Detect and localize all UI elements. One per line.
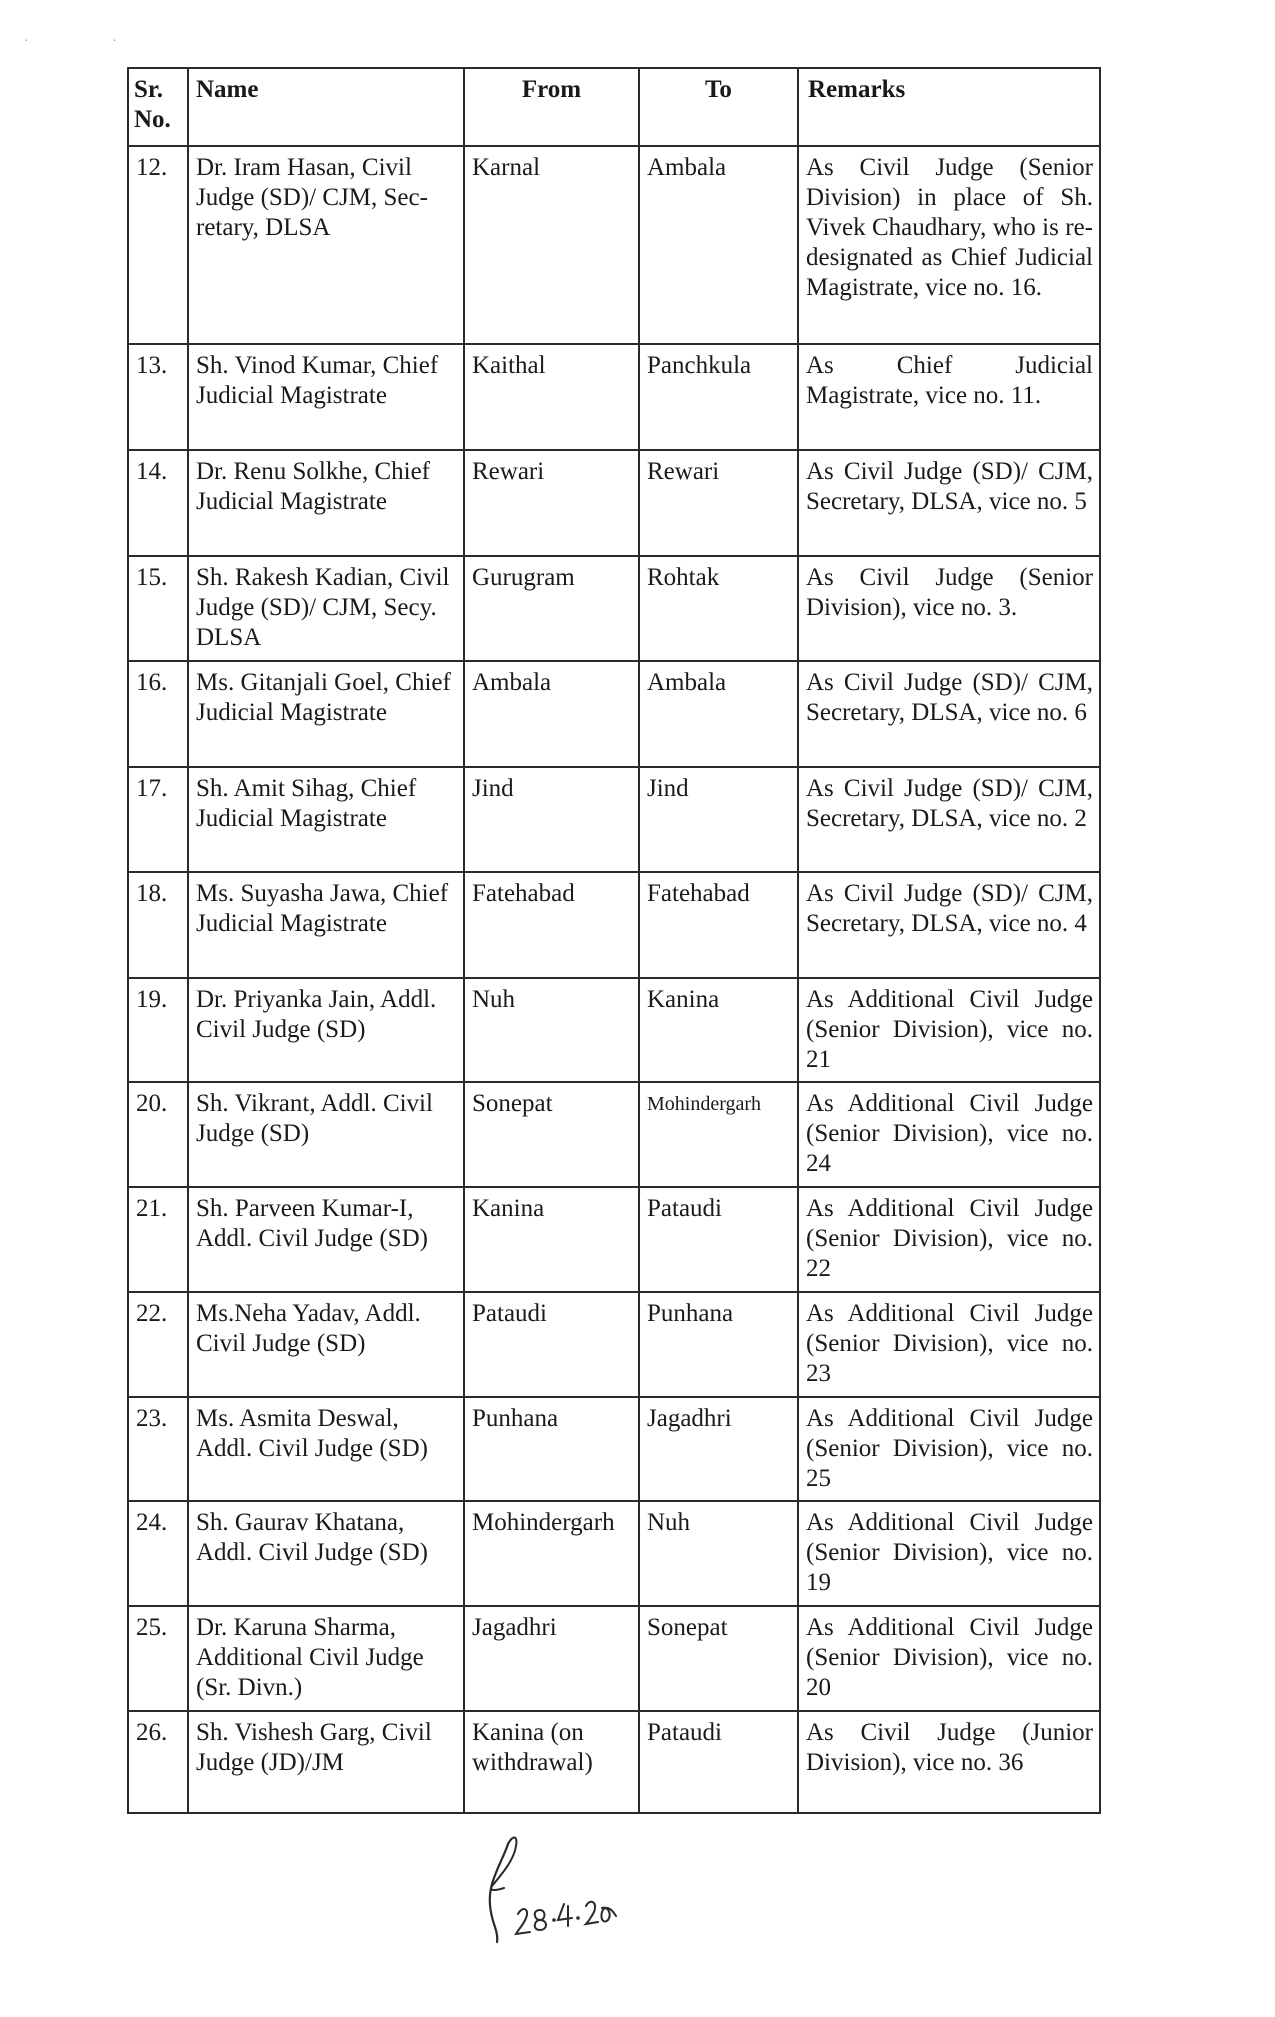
cell-to: Punhana xyxy=(639,1292,798,1397)
cell-from: Sonepat xyxy=(464,1082,639,1187)
header-sr-no: Sr. No. xyxy=(128,68,188,146)
cell-sr: 13. xyxy=(128,344,188,450)
cell-remarks: As Civil Judge (SD)/ CJM, Secretary, DLSA, vice no. 2 xyxy=(798,767,1100,872)
cell-to: Ambala xyxy=(639,146,798,344)
cell-sr: 25. xyxy=(128,1606,188,1711)
cell-name: Sh. Vinod Kumar, Chief Judicial Magistrate xyxy=(188,344,464,450)
cell-from: Karnal xyxy=(464,146,639,344)
cell-sr: 24. xyxy=(128,1501,188,1606)
cell-name: Dr. Priyanka Jain, Addl. Civil Judge (SD) xyxy=(188,978,464,1082)
cell-to: Nuh xyxy=(639,1501,798,1606)
cell-to: Fatehabad xyxy=(639,872,798,978)
cell-name: Sh. Vikrant, Addl. Civil Judge (SD) xyxy=(188,1082,464,1187)
cell-to: Kanina xyxy=(639,978,798,1082)
signature-dot xyxy=(552,1918,556,1922)
header-from: From xyxy=(464,68,639,146)
cell-name: Sh. Amit Sihag, Chief Judicial Magistrate xyxy=(188,767,464,872)
cell-from: Rewari xyxy=(464,450,639,556)
cell-to: Rohtak xyxy=(639,556,798,661)
cell-remarks: As Additional Civil Judge (Senior Division), vice no. 22 xyxy=(798,1187,1100,1292)
cell-name: Ms. Asmita Deswal, Addl. Civil Judge (SD) xyxy=(188,1397,464,1501)
scan-specks: · · xyxy=(24,34,157,49)
table-row xyxy=(128,146,1100,344)
cell-name: Dr. Iram Hasan, Civil Judge (SD)/ CJM, Sec-retary, DLSA xyxy=(188,146,464,344)
cell-remarks: As Additional Civil Judge (Senior Division), vice no. 20 xyxy=(798,1606,1100,1711)
handwritten-signature xyxy=(478,1826,668,1946)
cell-sr: 23. xyxy=(128,1397,188,1501)
header-remarks: Remarks xyxy=(798,68,1100,146)
cell-to: Sonepat xyxy=(639,1606,798,1711)
table-row xyxy=(128,344,1100,450)
cell-remarks: As Civil Judge (Junior Division), vice no. 36 xyxy=(798,1711,1100,1813)
cell-from: Ambala xyxy=(464,661,639,767)
cell-to: Ambala xyxy=(639,661,798,767)
cell-remarks: As Civil Judge (Senior Division) in place of Sh. Vivek Chaudhary, who is re-designated as Chief Judicial Magistrate, vice no. 16. xyxy=(798,146,1100,344)
table-row xyxy=(128,450,1100,556)
signature-stroke xyxy=(490,1844,508,1942)
cell-to: Pataudi xyxy=(639,1711,798,1813)
table-row xyxy=(128,872,1100,978)
cell-from: Pataudi xyxy=(464,1292,639,1397)
signature-date-2 xyxy=(516,1909,530,1934)
cell-sr: 22. xyxy=(128,1292,188,1397)
cell-name: Dr. Renu Solkhe, Chief Judicial Magistrate xyxy=(188,450,464,556)
cell-from: Kanina xyxy=(464,1187,639,1292)
cell-to: Panchkula xyxy=(639,344,798,450)
table-row xyxy=(128,1082,1100,1187)
cell-name: Sh. Vishesh Garg, Civil Judge (JD)/JM xyxy=(188,1711,464,1813)
cell-remarks: As Additional Civil Judge (Senior Division), vice no. 23 xyxy=(798,1292,1100,1397)
cell-name: Ms.Neha Yadav, Addl. Civil Judge (SD) xyxy=(188,1292,464,1397)
cell-sr: 15. xyxy=(128,556,188,661)
cell-from: Gurugram xyxy=(464,556,639,661)
cell-remarks: As Chief Judicial Magistrate, vice no. 11. xyxy=(798,344,1100,450)
cell-from: Mohindergarh xyxy=(464,1501,639,1606)
cell-remarks: As Additional Civil Judge (Senior Division), vice no. 25 xyxy=(798,1397,1100,1501)
table-row xyxy=(128,1501,1100,1606)
table-row xyxy=(128,1292,1100,1397)
signature-date-4 xyxy=(558,1904,572,1926)
cell-sr: 19. xyxy=(128,978,188,1082)
cell-name: Dr. Karuna Sharma, Additional Civil Judge (Sr. Divn.) xyxy=(188,1606,464,1711)
cell-remarks: As Civil Judge (SD)/ CJM, Secretary, DLSA, vice no. 4 xyxy=(798,872,1100,978)
signature-dot xyxy=(576,1916,580,1920)
cell-from: Jagadhri xyxy=(464,1606,639,1711)
table-row xyxy=(128,1606,1100,1711)
table-row xyxy=(128,1187,1100,1292)
header-name: Name xyxy=(188,68,464,146)
table-row xyxy=(128,767,1100,872)
cell-sr: 17. xyxy=(128,767,188,872)
cell-to: Rewari xyxy=(639,450,798,556)
transfer-table xyxy=(127,67,1101,1814)
table-header-row xyxy=(128,68,1100,146)
cell-remarks: As Civil Judge (SD)/ CJM, Secretary, DLSA, vice no. 6 xyxy=(798,661,1100,767)
cell-sr: 21. xyxy=(128,1187,188,1292)
cell-from: Punhana xyxy=(464,1397,639,1501)
header-to: To xyxy=(639,68,798,146)
cell-sr: 20. xyxy=(128,1082,188,1187)
cell-sr: 26. xyxy=(128,1711,188,1813)
cell-name: Ms. Gitanjali Goel, Chief Judicial Magistrate xyxy=(188,661,464,767)
table-row xyxy=(128,1397,1100,1501)
cell-from: Kaithal xyxy=(464,344,639,450)
cell-sr: 12. xyxy=(128,146,188,344)
cell-from: Nuh xyxy=(464,978,639,1082)
signature-loop xyxy=(491,1838,516,1891)
cell-from: Jind xyxy=(464,767,639,872)
table-row xyxy=(128,978,1100,1082)
cell-sr: 18. xyxy=(128,872,188,978)
cell-name: Sh. Gaurav Khatana, Addl. Civil Judge (SD) xyxy=(188,1501,464,1606)
signature-date-8 xyxy=(535,1910,546,1930)
cell-remarks: As Additional Civil Judge (Senior Division), vice no. 19 xyxy=(798,1501,1100,1606)
cell-sr: 16. xyxy=(128,661,188,767)
cell-remarks: As Civil Judge (SD)/ CJM, Secretary, DLSA, vice no. 5 xyxy=(798,450,1100,556)
table-row xyxy=(128,661,1100,767)
cell-to: Jind xyxy=(639,767,798,872)
cell-from: Fatehabad xyxy=(464,872,639,978)
cell-name: Sh. Parveen Kumar-I, Addl. Civil Judge (SD) xyxy=(188,1187,464,1292)
cell-remarks: As Additional Civil Judge (Senior Division), vice no. 24 xyxy=(798,1082,1100,1187)
cell-to: Pataudi xyxy=(639,1187,798,1292)
table-row xyxy=(128,556,1100,661)
cell-name: Sh. Rakesh Kadian, Civil Judge (SD)/ CJM, Secy. DLSA xyxy=(188,556,464,661)
cell-remarks: As Civil Judge (Senior Division), vice no. 3. xyxy=(798,556,1100,661)
cell-name: Ms. Suyasha Jawa, Chief Judicial Magistrate xyxy=(188,872,464,978)
cell-remarks: As Additional Civil Judge (Senior Division), vice no. 21 xyxy=(798,978,1100,1082)
table-row xyxy=(128,1711,1100,1813)
table-body xyxy=(128,146,1100,1813)
cell-to: Mohindergarh xyxy=(639,1082,798,1187)
signature-date-20 xyxy=(586,1902,616,1924)
cell-to: Jagadhri xyxy=(639,1397,798,1501)
cell-from: Kanina (on withdrawal) xyxy=(464,1711,639,1813)
cell-sr: 14. xyxy=(128,450,188,556)
